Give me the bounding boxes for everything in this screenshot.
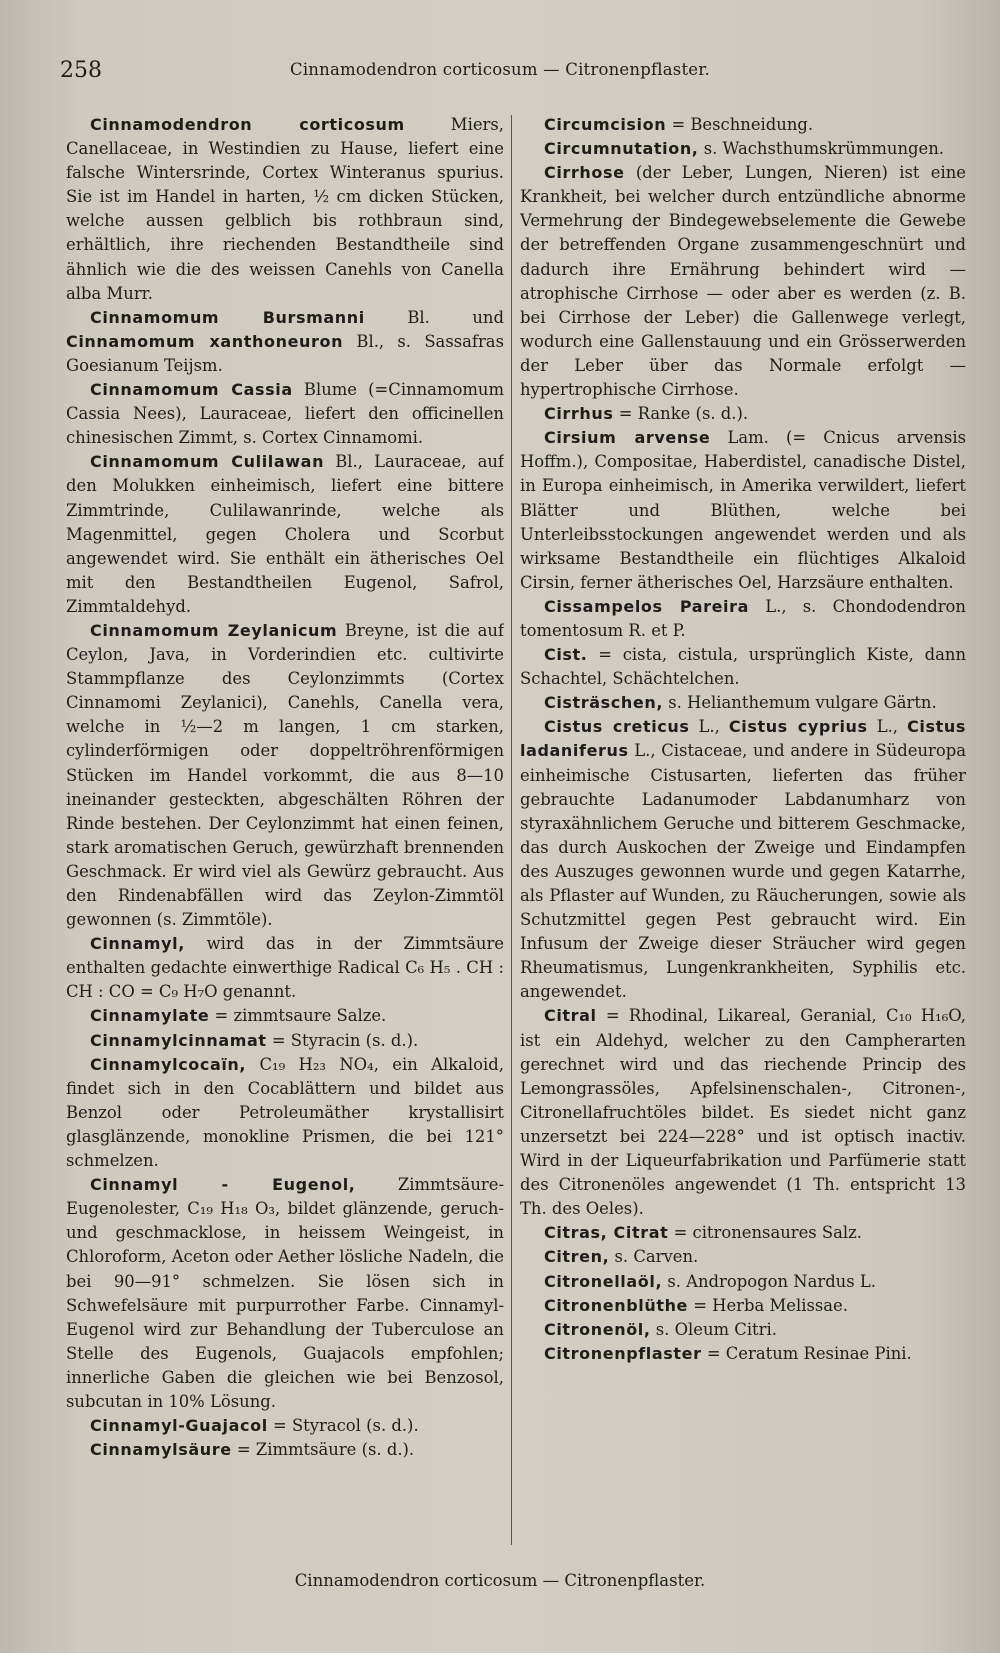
headword: Citronenpflaster	[544, 1343, 702, 1363]
headword: Citronenblüthe	[544, 1295, 689, 1315]
headword: Cinnamomum xanthoneuron	[66, 331, 344, 351]
entry-text: L.,	[867, 717, 908, 737]
entry-text: = Herba Melissae.	[688, 1295, 848, 1315]
headword: Cinnamyl - Eugenol,	[90, 1175, 356, 1195]
dictionary-entry	[520, 137, 966, 161]
dictionary-entry	[66, 1029, 504, 1053]
headword: Cinnamylcinnamat	[90, 1030, 267, 1050]
headword: Cinnamodendron corticosum	[90, 115, 405, 134]
entry-text: L., Cistaceae, und andere in Südeuropa einheimische Cistusarten, lieferten das früher gebrauchte Ladanumoder Labdanumharz von styraxähnlichem Geruche und bitterem Geschmacke, das durch Auskochen der Zweige und Eindampfen des Auszuges gewonnen wurde und gegen Katarrhe, als Pflaster auf Wunden, zu Räucherungen, sowie als Schutzmittel gegen Pest gebraucht wird. Ein Infusum der Zweige dieser Sträucher wird gegen Rheumatismus, Lungenkrankheiten, Syphilis etc. angewendet.	[520, 741, 966, 1002]
entry-text: = Styracin (s. d.).	[266, 1030, 419, 1050]
headword: Cinnamylate	[90, 1006, 210, 1026]
entry-text: = cista, cistula, ursprünglich Kiste, dann Schachtel, Schächtelchen.	[520, 645, 966, 689]
entry-text: Miers, Canellaceae, in Westindien zu Hause, liefert eine falsche Wintersrinde, Cortex Winteranus spurius. Sie ist im Handel in harten, ½ cm dicken Stücken, welche aussen gelblich bis rothbraun sind, erhältlich, ihre riechenden Bestandtheile sind ähnlich wie die des weissen Canehls von Canella alba Murr.	[66, 115, 504, 303]
headword: Citras, Citrat	[544, 1223, 669, 1243]
entry-text: s. Oleum Citri.	[650, 1319, 777, 1339]
dictionary-entry	[520, 1294, 966, 1318]
page-footer: Cinnamodendron corticosum — Citronenpflaster.	[294, 1571, 706, 1590]
dictionary-entry	[520, 1318, 966, 1342]
dictionary-entry	[520, 715, 966, 1004]
entry-text: s. Carven.	[609, 1247, 699, 1267]
entry-text: = Zimmtsäure (s. d.).	[231, 1440, 415, 1460]
entry-text: wird das in der Zimmtsäure enthalten gedachte einwerthige Radical C₆ H₅ . CH : CH : CO = C₉ H₇O genannt.	[66, 934, 504, 1002]
headword: Citronenöl,	[544, 1319, 651, 1339]
right-column	[520, 113, 966, 1553]
dictionary-entry	[66, 113, 504, 306]
dictionary-entry	[66, 1414, 504, 1438]
headword: Cist.	[544, 645, 588, 665]
dictionary-entry	[66, 450, 504, 619]
entry-text: = Styracol (s. d.).	[267, 1416, 419, 1436]
entry-text: s. Andropogon Nardus L.	[662, 1271, 876, 1291]
headword: Cistus creticus	[544, 717, 690, 737]
dictionary-entry	[520, 1221, 966, 1245]
entry-text: Lam. (= Cnicus arvensis Hoffm.), Compositae, Haberdistel, canadische Distel, in Europa einheimisch, in Amerika verwildert, liefert Blätter und Blüthen, welche bei Unterleibsstockungen angewendet werden und als wirksame Bestandtheile ein flüchtiges Alkaloid Cirsin, ferner ätherisches Oel, Harzsäure enthalten.	[520, 428, 966, 592]
headword: Cinnamomum Zeylanicum	[90, 620, 338, 640]
entry-text: = Ceratum Resinae Pini.	[701, 1343, 912, 1363]
dictionary-entry	[520, 1004, 966, 1221]
entry-text: Blume (=Cinnamomum Cassia Nees), Lauraceae, liefert den officinellen chinesischen Zimmt, s. Cortex Cinnamomi.	[66, 380, 504, 448]
entry-text: = Ranke (s. d.).	[613, 404, 749, 424]
dictionary-entry	[520, 1342, 966, 1366]
entry-text: (der Leber, Lungen, Nieren) ist eine Krankheit, bei welcher durch entzündliche abnorme Vermehrung der Bindegewebselemente die Gewebe der betreffenden Organe zusammengeschnürt und dadurch ihre Ernährung behindert wird — atrophische Cirrhose — oder aber es werden (z. B. bei Cirrhose der Leber) die Gallenwege verlegt, wodurch eine Gallenstauung und ein Grösserwerden der Leber über das Normale erfolgt — hypertrophische Cirrhose.	[520, 163, 966, 400]
headword: Cinnamyl,	[90, 934, 185, 954]
headword: Circumnutation,	[544, 139, 699, 159]
dictionary-entry	[66, 1438, 504, 1462]
dictionary-entry	[66, 1173, 504, 1414]
headword: Cisträschen,	[544, 693, 664, 713]
headword: Cinnamyl-Guajacol	[90, 1416, 268, 1436]
headword: Cirrhus	[544, 404, 614, 424]
entry-text: Bl., Lauraceae, auf den Molukken einheimisch, liefert eine bittere Zimmtrinde, Culilawanrinde, welche als Magenmittel, gegen Cholera und Scorbut angewendet wird. Sie enthält ein ätherisches Oel mit den Bestandtheilen Eugenol, Safrol, Zimmtaldehyd.	[66, 452, 504, 616]
dictionary-entry	[66, 619, 504, 932]
entry-text: L.,	[689, 717, 729, 737]
entry-text: = Rhodinal, Likareal, Geranial, C₁₀ H₁₆O, ist ein Aldehyd, welcher zu den Campherarten gerechnet wird und das riechende Princip des Lemongrassöles, Apfelsinenschalen-, Citronen-, Citronellafruchtöles bildet. Es siedet nicht ganz unzersetzt bei 224—228° und ist optisch inactiv. Wird in der Liqueurfabrikation und Parfümerie statt des Citronenöles angewendet (1 Th. entspricht 13 Th. des Oeles).	[520, 1006, 966, 1219]
headword: Citral	[544, 1006, 597, 1026]
dictionary-entry	[520, 691, 966, 715]
headword: Cinnamomum Bursmanni	[90, 307, 365, 327]
dictionary-entry	[520, 402, 966, 426]
headword: Circumcision	[544, 115, 667, 134]
entry-text: s. Wachsthumskrümmungen.	[698, 139, 944, 159]
headword: Cinnamylcocaïn,	[90, 1054, 247, 1074]
dictionary-entry	[66, 1053, 504, 1173]
running-title: Cinnamodendron corticosum — Citronenpflaster.	[290, 60, 710, 79]
entry-text: Bl., s. Sassafras Goesianum Teijsm.	[66, 331, 504, 375]
entry-text: = zimmtsaure Salze.	[209, 1006, 387, 1026]
headword: Cissampelos Pareira	[544, 596, 750, 616]
dictionary-entry	[66, 932, 504, 1004]
entry-text: Zimmtsäure-Eugenolester, C₁₉ H₁₈ O₃, bildet glänzende, geruch- und geschmacklose, in heissem Weingeist, in Chloroform, Aceton oder Aether lösliche Nadeln, die bei 90—91° schmelzen. Sie lösen sich in Schwefelsäure mit purpurrother Farbe. Cinnamyl-Eugenol wird zur Behandlung der Tuberculose an Stelle des Eugenols, Guajacols empfohlen; innerliche Gaben die gleichen wie bei Benzosol, subcutan in 10% Lösung.	[66, 1175, 504, 1411]
headword: Cinnamylsäure	[90, 1440, 232, 1460]
headword: Citronellaöl,	[544, 1271, 663, 1291]
dictionary-entry	[520, 643, 966, 691]
headword: Cistus cyprius	[728, 717, 868, 737]
page-number: 258	[60, 58, 102, 83]
dictionary-entry	[66, 378, 504, 450]
dictionary-entry	[520, 161, 966, 402]
headword: Cirsium arvense	[544, 428, 711, 448]
headword: Cistus ladaniferus	[520, 717, 966, 761]
dictionary-entry	[520, 426, 966, 595]
headword: Cirrhose	[544, 163, 625, 183]
entry-text: = citronensaures Salz.	[668, 1223, 863, 1243]
left-column	[66, 113, 504, 1553]
dictionary-entry	[520, 113, 966, 137]
headword: Citren,	[544, 1247, 610, 1267]
entry-text: s. Helianthemum vulgare Gärtn.	[663, 693, 937, 713]
dictionary-entry	[520, 1245, 966, 1269]
dictionary-entry	[66, 306, 504, 378]
entry-text: L., s. Chondodendron tomentosum R. et P.	[520, 596, 966, 640]
headword: Cinnamomum Culilawan	[90, 452, 325, 472]
entry-text: C₁₉ H₂₃ NO₄, ein Alkaloid, findet sich in den Cocablättern und bildet aus Benzol oder Petroleumäther krystallisirt glasglänzende, monokline Prismen, die bei 121° schmelzen.	[66, 1054, 504, 1171]
entry-text: Breyne, ist die auf Ceylon, Java, in Vorderindien etc. cultivirte Stammpflanze des Ceylonzimmts (Cortex Cinnamomi Zeylanici), Canehls, Canella vera, welche in ½—2 m langen, 1 cm starken, cylinderförmigen oder doppeltröhrenförmigen Stücken im Handel vorkommt, die aus 8—10 ineinander gesteckten, abgeschälten Röhren der Rinde bestehen. Der Ceylonzimmt hat einen feinen, stark aromatischen Geruch, gewürzhaft brennenden Geschmack. Er wird viel als Gewürz gebraucht. Aus den Rindenabfällen wird das Zeylon-Zimmtöl gewonnen (s. Zimmtöle).	[66, 620, 504, 930]
column-divider	[511, 115, 512, 1545]
dictionary-entry	[520, 1270, 966, 1294]
page-header	[60, 58, 940, 88]
headword: Cinnamomum Cassia	[90, 380, 293, 400]
dictionary-entry	[520, 595, 966, 643]
entry-text: Bl. und	[364, 307, 504, 327]
dictionary-entry	[66, 1004, 504, 1028]
entry-text: = Beschneidung.	[666, 115, 814, 134]
